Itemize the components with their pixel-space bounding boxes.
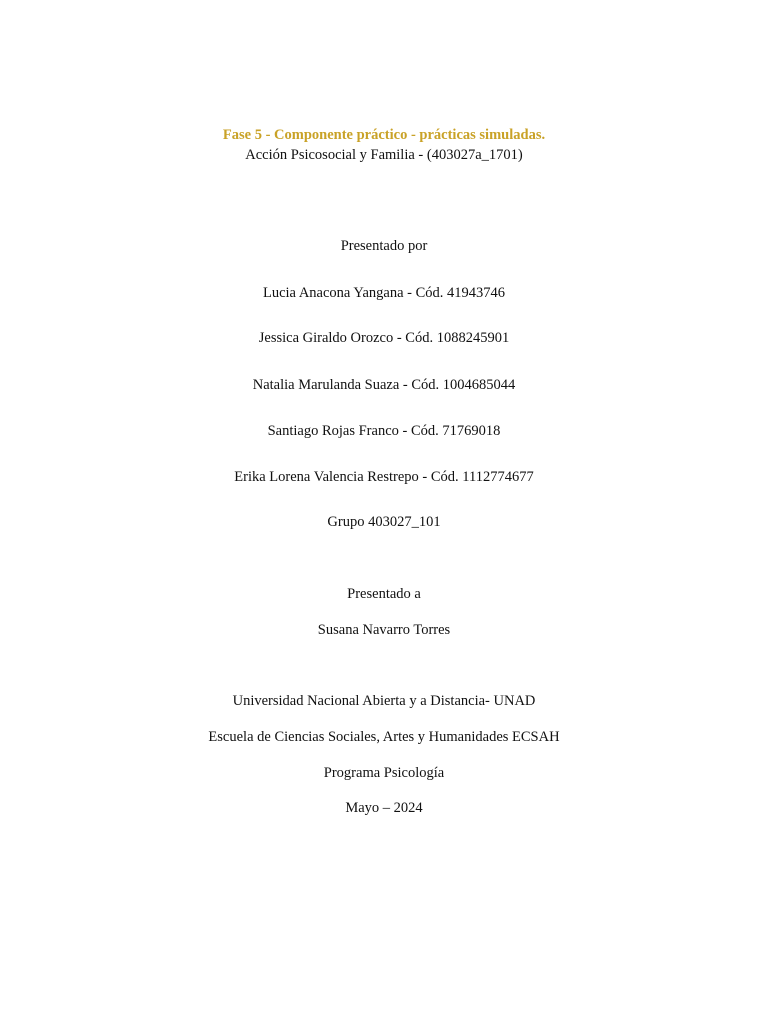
university-name: Universidad Nacional Abierta y a Distancia- UNAD <box>232 693 536 709</box>
author-line: Erika Lorena Valencia Restrepo - Cód. 1112774677 <box>234 469 534 485</box>
tutor-name: Susana Navarro Torres <box>317 622 451 638</box>
author-line: Jessica Giraldo Orozco - Cód. 1088245901 <box>258 330 510 346</box>
author-line: Lucia Anacona Yangana - Cód. 41943746 <box>262 285 506 301</box>
program-name: Programa Psicología <box>323 765 445 781</box>
document-title: Fase 5 - Componente práctico - prácticas simuladas. <box>222 127 546 143</box>
course-name: Acción Psicosocial y Familia - (403027a_1701) <box>245 147 523 163</box>
author-line: Santiago Rojas Franco - Cód. 71769018 <box>267 423 501 439</box>
school-name: Escuela de Ciencias Sociales, Artes y Humanidades ECSAH <box>208 729 560 745</box>
date-line: Mayo – 2024 <box>345 800 423 816</box>
group-line: Grupo 403027_101 <box>327 514 441 530</box>
presented-by-label: Presentado por <box>340 238 428 254</box>
presented-to-label: Presentado a <box>347 586 421 602</box>
author-line: Natalia Marulanda Suaza - Cód. 1004685044 <box>252 377 516 393</box>
